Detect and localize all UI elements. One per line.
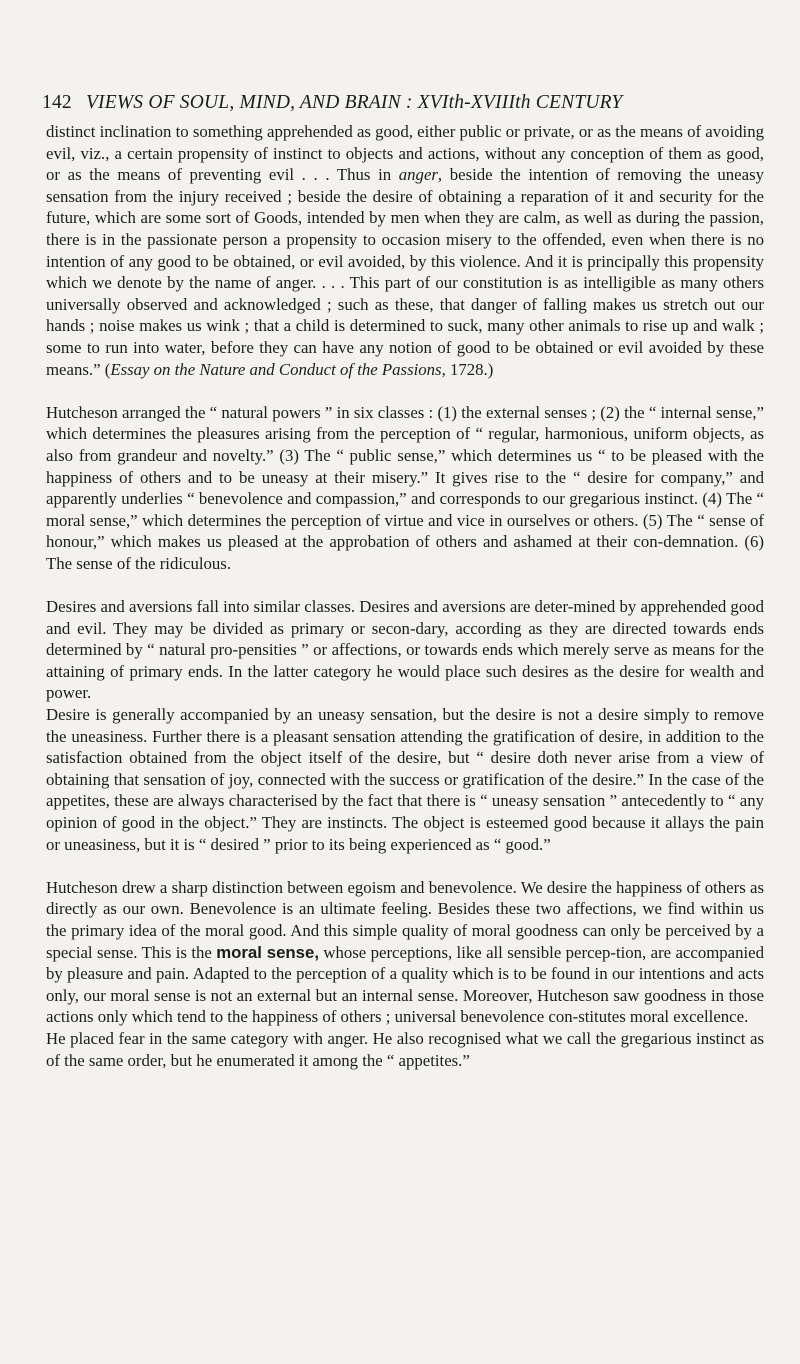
- italic-term: anger: [398, 165, 438, 185]
- paragraph-text: Hutcheson drew a sharp distinction between egoism and benevolence. We desire the happiness of others as directly as our own. Benevolence is an ultimate feeling. Besides these two affections, we find within us the primary idea of the moral good. And this simple quality of moral goodness can only be perceived by a special sense. This is the: [46, 877, 764, 962]
- paragraph-text: distinct inclination to something apprehended as good, either public or private, or as the means of avoiding evil, viz., a certain propensity of instinct to objects and actions, without any conception of them as good, or as the means of preventing evil . . . Thus in: [46, 122, 764, 185]
- citation-title: Essay on the Nature and Conduct of the Passions: [110, 359, 442, 379]
- paragraph-quote-continuation: [46, 121, 764, 380]
- paragraph-desires-aversions: Desires and aversions fall into similar classes. Desires and aversions are deter-mined by apprehended good and evil. They may be divided as primary or secon-dary, according as they are directed towards ends determined by “ natural pro-pensities ” or affections, or towards ends which merely serve as means for the attaining of primary ends. In the latter category he would place such desires as the desire for wealth and power.: [46, 597, 764, 703]
- running-header: [42, 92, 762, 114]
- paragraph-moral-sense: [46, 877, 764, 1028]
- page-number: 142: [42, 92, 72, 113]
- paragraph-fear: He placed fear in the same category with anger. He also recognised what we call the gregarious instinct as of the same order, but he enumerated it among the “ appetites.”: [46, 1028, 764, 1070]
- paragraph-text: , 1728.): [441, 359, 494, 379]
- paragraph-natural-powers: Hutcheson arranged the “ natural powers ” in six classes : (1) the external senses ; (2) the “ internal sense,” which determines the pleasures arising from the perception of “ regular, harmonious, uniform objects, as also from grandeur and novelty.” (3) The “ public sense,” which determines us “ to be pleased with the happiness of others and to be uneasy at their misery.” It gives rise to the “ desire for company,” and apparently underlies “ benevolence and compassion,” and corresponds to our gregarious instinct. (4) The “ moral sense,” which determines the perception of virtue and vice in ourselves or others. (5) The “ sense of honour,” which makes us pleased at the approbation of others and ashamed at their con-demnation. (6) The sense of the ridiculous.: [46, 402, 764, 573]
- bold-term: moral sense,: [216, 942, 319, 962]
- paragraph-uneasy-sensation: Desire is generally accompanied by an uneasy sensation, but the desire is not a desire simply to remove the uneasiness. Further there is a pleasant sensation attending the gratification of desire, in addition to the satisfaction obtained from the object itself of the desire, but “ desire doth never arise from a view of obtaining that sensation of joy, connected with the success or gratification of the desire.” In the case of the appetites, these are always characterised by the fact that there is “ uneasy sensation ” antecedently to “ any opinion of good in the object.” They are instincts. The object is esteemed good because it allays the pain or uneasiness, but it is “ desired ” prior to its being experienced as “ good.”: [46, 705, 764, 854]
- running-title: VIEWS OF SOUL, MIND, AND BRAIN : XVIth-XVIIIth CENTURY: [85, 92, 623, 113]
- page-body: [46, 121, 764, 1071]
- paragraph-text: , beside the intention of removing the uneasy sensation from the injury received ; beside the desire of obtaining a reparation of it and security for the future, which are some sort of Goods, intended by men when they are calm, as well as during the passion, there is in the passionate person a propensity to occasion misery to the offended, even when there is no intention of any good to be obtained, or evil avoided, by this violence. And it is principally this propensity which we denote by the name of anger. . . . This part of our constitution is as intelligible as many others universally observed and acknowledged ; such as these, that danger of falling makes us stretch out our hands ; noise makes us wink ; that a child is determined to suck, many other animals to rise up and walk ; some to run into water, before they can have any notion of good to be obtained or evil avoided by these means.” (: [46, 165, 764, 379]
- paragraph-text: whose perceptions, like all sensible percep-tion, are accompanied by pleasure and pain. Adapted to the perception of a quality which is to be found in our intentions and acts only, our moral sense is not an external but an internal sense. Moreover, Hutcheson saw goodness in those actions only which tend to the happiness of others ; universal benevolence con-stitutes moral excellence.: [46, 942, 764, 1027]
